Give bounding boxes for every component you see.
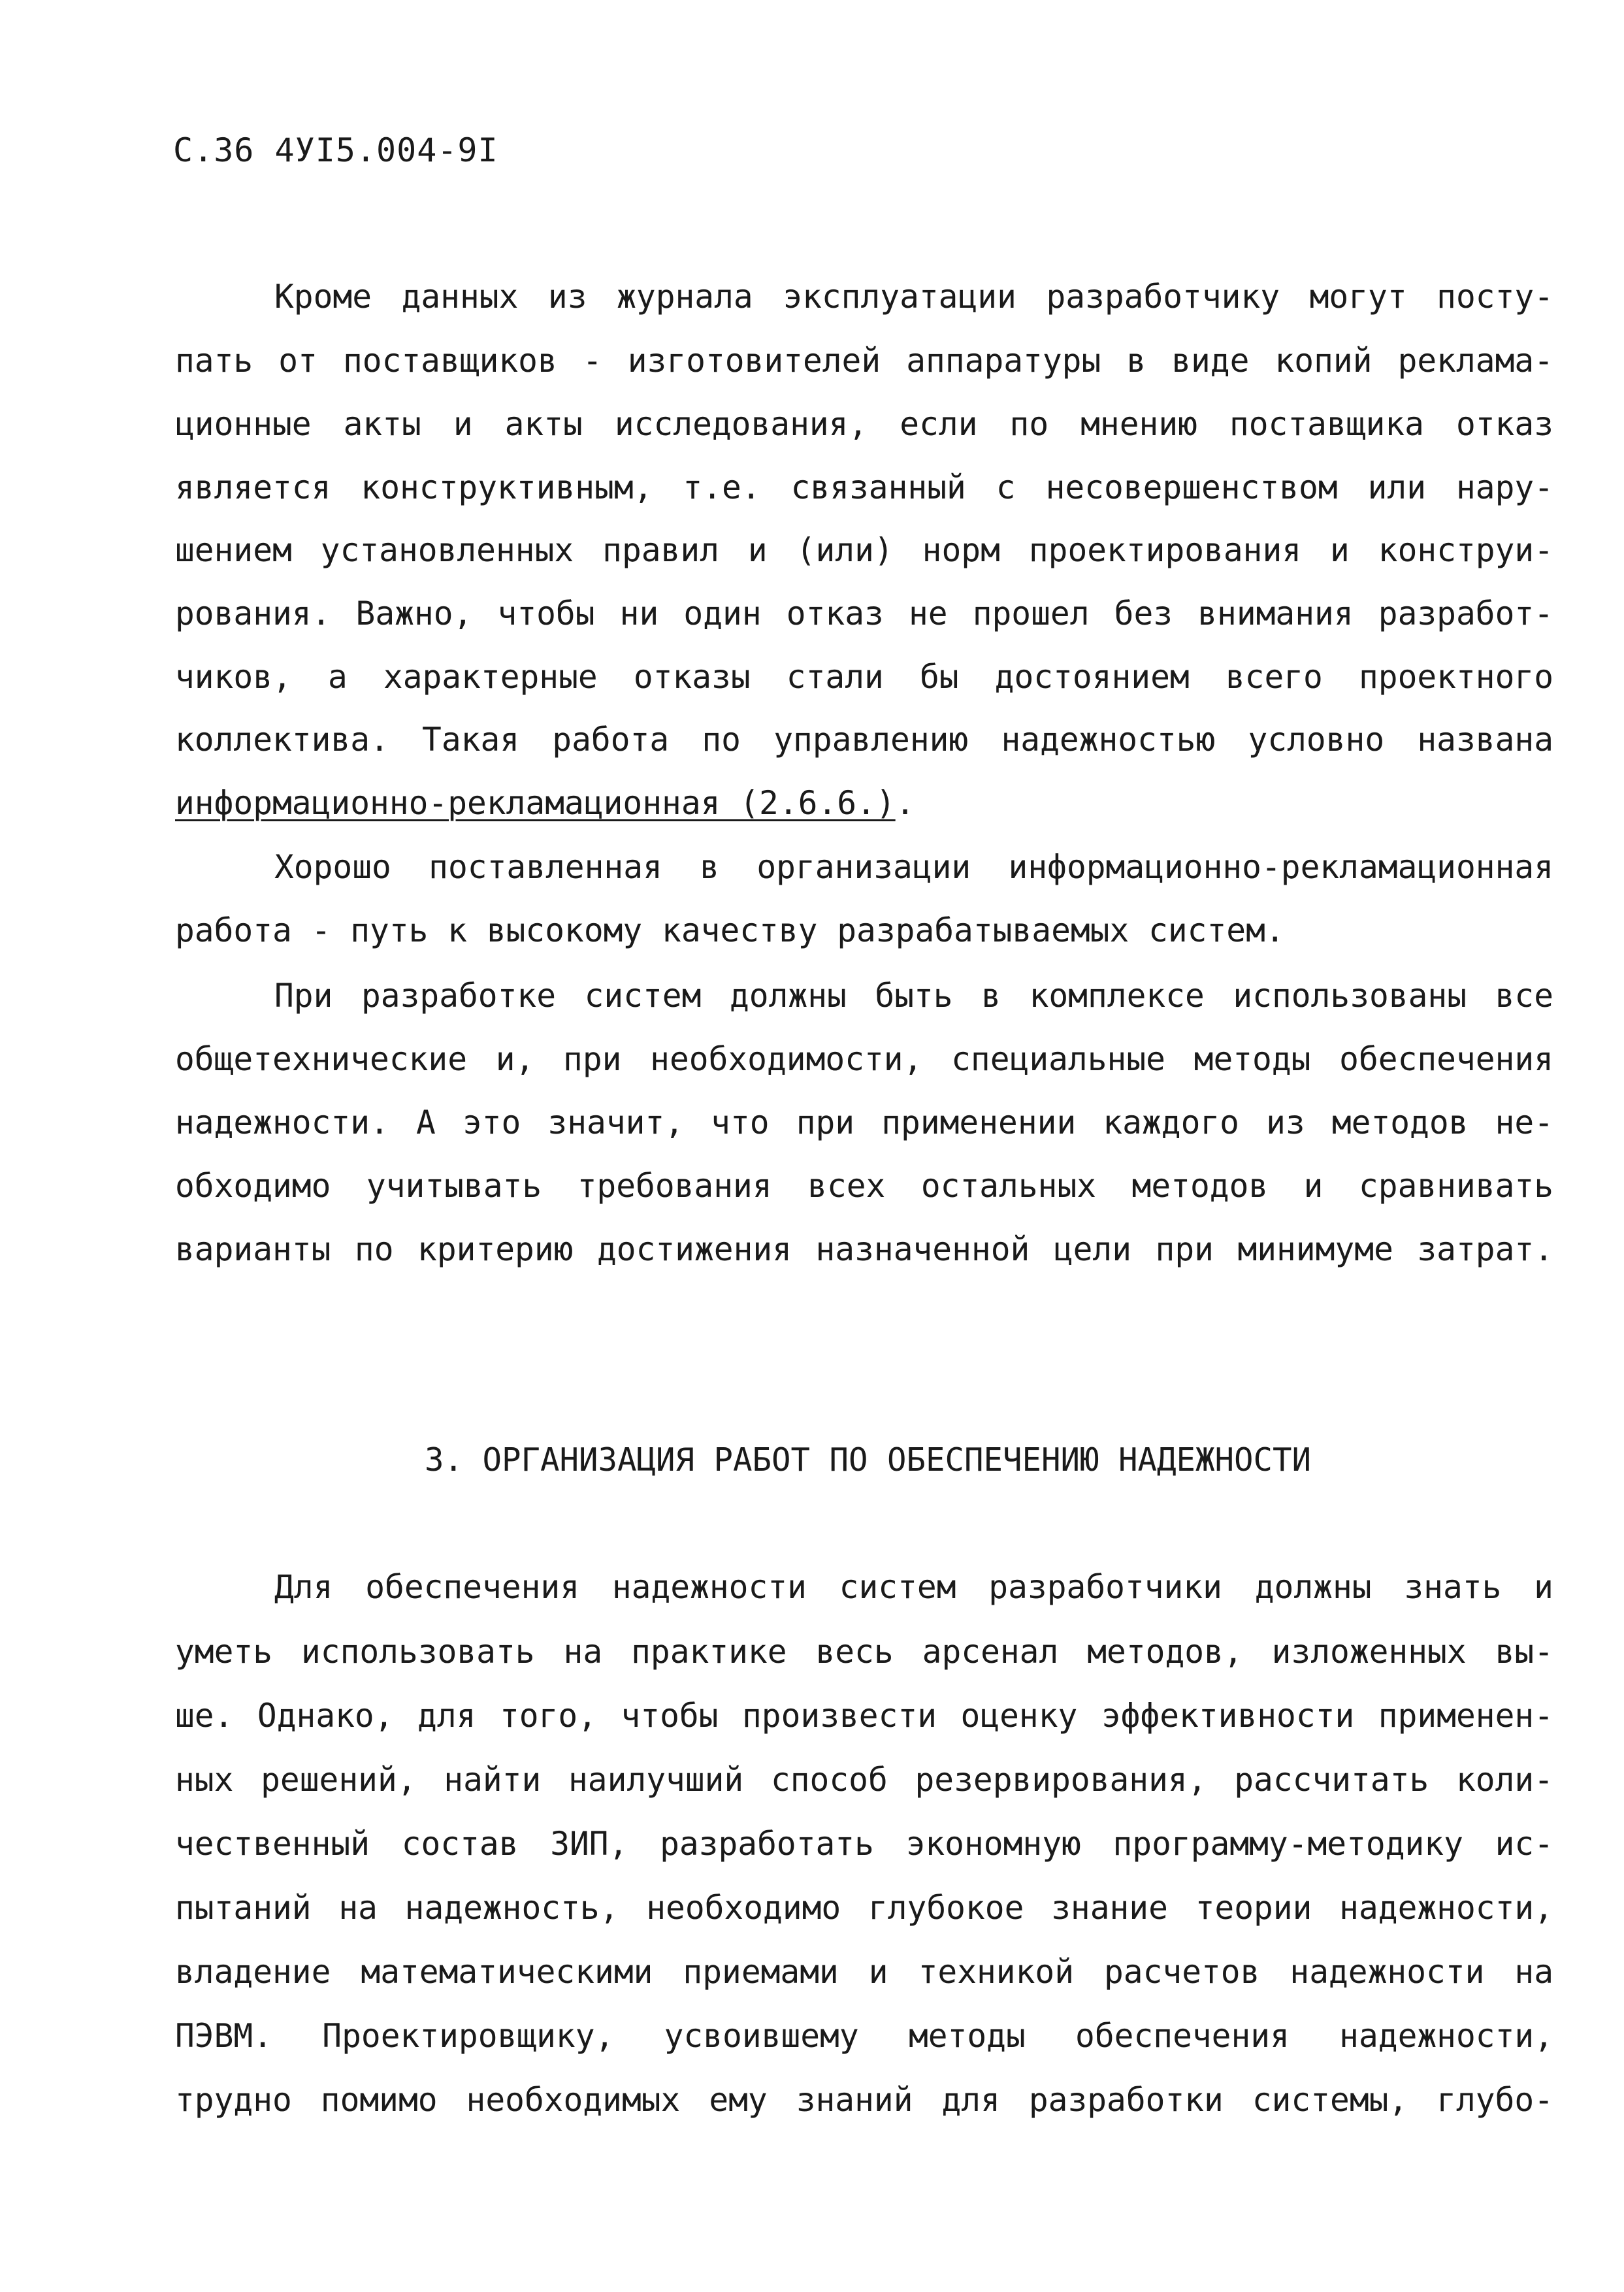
text-line: Кроме данных из журнала эксплуатации разработчику могут посту- (274, 278, 1553, 316)
text-line: ных решений, найти наилучший способ резервирования, рассчитать коли- (175, 1761, 1553, 1799)
text-line: коллектива. Такая работа по управлению надежностью условно названа (175, 721, 1553, 759)
text-line: общетехнические и, при необходимости, специальные методы обеспечения (175, 1040, 1553, 1078)
text-line: работа - путь к высокому качеству разрабатываемых систем. (175, 911, 1285, 949)
text-line: Для обеспечения надежности систем разработчики должны знать и (274, 1568, 1553, 1606)
text-line: варианты по критерию достижения назначенной цели при минимуме затрат. (175, 1230, 1553, 1268)
page-header: С.36 4УI5.004-9I (173, 131, 498, 169)
text-line: надежности. А это значит, что при применении каждого из методов не- (175, 1104, 1553, 1141)
text-line: чиков, а характерные отказы стали бы достоянием всего проектного (175, 658, 1553, 696)
text-line: пытаний на надежность, необходимо глубокое знание теории надежности, (175, 1889, 1553, 1927)
text-line: уметь использовать на практике весь арсенал методов, изложенных вы- (175, 1633, 1553, 1671)
sentence-end: . (895, 784, 915, 822)
text-line: владение математическими приемами и техникой расчетов надежности на (175, 1953, 1553, 1991)
text-line: обходимо учитывать требования всех остальных методов и сравнивать (175, 1167, 1553, 1205)
underlined-term: информационно-рекламационная (2.6.6.) (175, 784, 896, 822)
text-line: ционные акты и акты исследования, если по мнению поставщика отказ (175, 405, 1553, 443)
text-line: шением установленных правил и (или) норм проектирования и конструи- (175, 531, 1553, 569)
text-line: пать от поставщиков - изготовителей аппаратуры в виде копий реклама- (175, 342, 1553, 380)
section-title: 3. ОРГАНИЗАЦИЯ РАБОТ ПО ОБЕСПЕЧЕНИЮ НАДЕЖНОСТИ (425, 1441, 1312, 1479)
text-line: ше. Однако, для того, чтобы произвести оценку эффективности применен- (175, 1697, 1553, 1735)
text-line: чественный состав ЗИП, разработать экономную программу-методику ис- (175, 1825, 1553, 1863)
text-line (175, 784, 1553, 822)
text-line: При разработке систем должны быть в комплексе использованы все (274, 977, 1553, 1015)
text-line: является конструктивным, т.е. связанный с несовершенством или нару- (175, 468, 1553, 506)
text-line: трудно помимо необходимых ему знаний для разработки системы, глубо- (175, 2081, 1553, 2119)
text-line: рования. Важно, чтобы ни один отказ не прошел без внимания разработ- (175, 595, 1553, 632)
text-line: ПЭВМ. Проектировщику, усвоившему методы обеспечения надежности, (175, 2017, 1553, 2055)
text-line: Хорошо поставленная в организации информационно-рекламационная (274, 848, 1553, 886)
